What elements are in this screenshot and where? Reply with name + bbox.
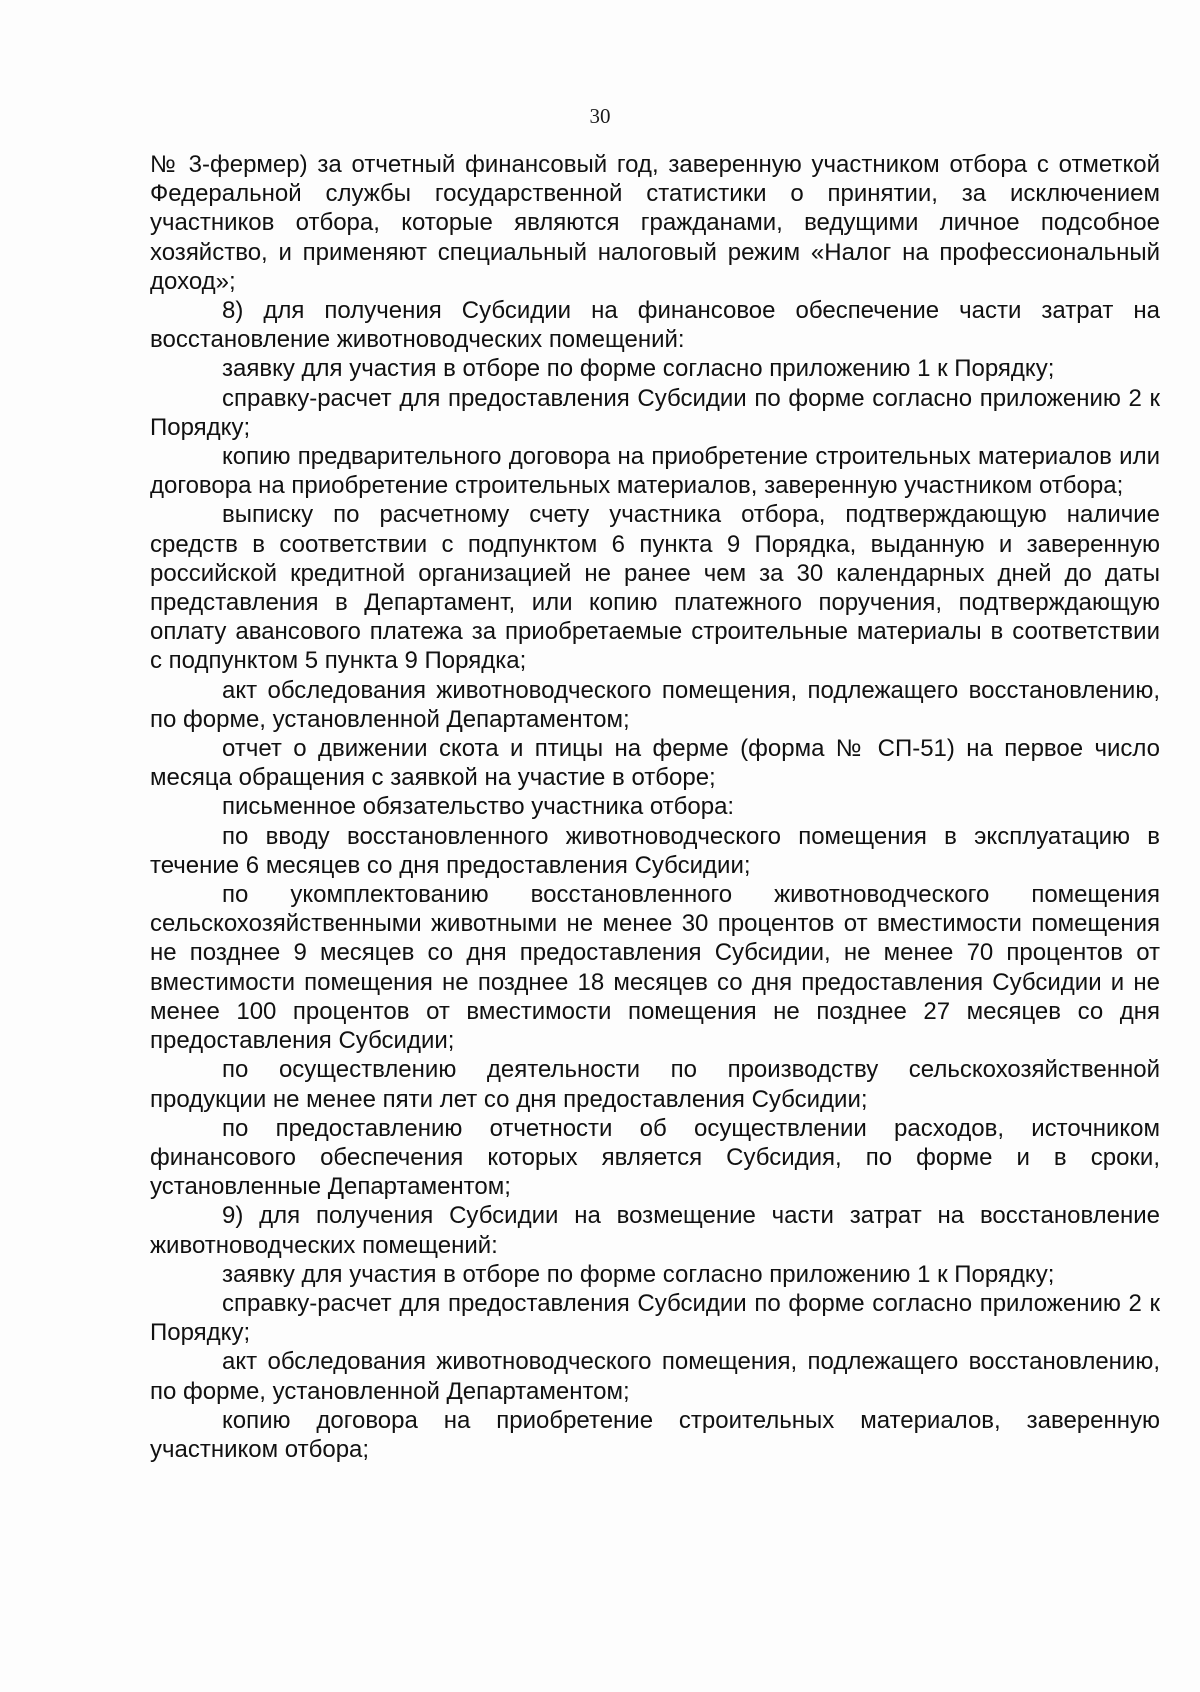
paragraph-calculation-2: справку-расчет для предоставления Субсидии по форме согласно приложению 2 к Порядку; [150,1289,1160,1347]
paragraph-inspection-act: акт обследования животноводческого помещения, подлежащего восстановлению, по форме, установленной Департаментом; [150,676,1160,733]
paragraph-application: заявку для участия в отборе по форме согласно приложению 1 к Порядку; [222,355,1055,383]
paragraph-obligation-stocking: по укомплектованию восстановленного животноводческого помещения сельскохозяйственными животными не менее 30 процентов от вместимости помещения не позднее 9 месяцев со дня предоставления Субсидии, не менее 70 процентов от вместимости помещения не позднее 18 месяцев со дня предоставления Субсидии и не менее 100 процентов от вместимости помещения не позднее 27 месяцев со дня предоставления Субсидии; [150,881,1160,1055]
paragraph-preliminary-contract: копию предварительного договора на приобретение строительных материалов или договора на приобретение строительных материалов, заверенную участником отбора; [150,443,1160,500]
paragraph-contract-copy: копию договора на приобретение строительных материалов, заверенную участником отбора; [150,1406,1160,1463]
paragraph-obligation-production: по осуществлению деятельности по производству сельскохозяйственной продукции не менее пяти лет со дня предоставления Субсидии; [150,1056,1160,1113]
page-number: 30 [589,104,611,128]
paragraph-continuation: № 3-фермер) за отчетный финансовый год, заверенную участником отбора с отметкой Федеральной службы государственной статистики о принятии, за исключением участников отбора, которые являются гражданами, ведущими личное подсобное хозяйство, и применяют специальный налоговый режим «Налог на профессиональный доход»; [150,151,1160,295]
paragraph-obligation-reporting: по предоставлению отчетности об осуществлении расходов, источником финансового обеспечения которых является Субсидия, по форме и в сроки, установленные Департаментом; [150,1114,1160,1201]
paragraph-obligation-heading: письменное обязательство участника отбора: [222,793,735,821]
paragraph-obligation-commissioning: по вводу восстановленного животноводческого помещения в эксплуатацию в течение 6 месяцев со дня предоставления Субсидии; [150,822,1160,879]
paragraph-application-2: заявку для участия в отборе по форме согласно приложению 1 к Порядку; [222,1260,1055,1288]
paragraph-livestock-report: отчет о движении скота и птицы на ферме (форма № СП-51) на первое число месяца обращения с заявкой на участие в отборе; [150,735,1160,792]
paragraph-account-statement: выписку по расчетному счету участника отбора, подтверждающую наличие средств в соответствии с подпунктом 6 пункта 9 Порядка, выданную и заверенную российской кредитной организацией не ранее чем за 30 календарных дней до даты представления в Департамент, или копию платежного поручения, подтверждающую оплату авансового платежа за приобретаемые строительные материалы в соответствии с подпунктом 5 пункта 9 Порядка; [150,501,1160,675]
paragraph-calculation: справку-расчет для предоставления Субсидии по форме согласно приложению 2 к Порядку; [150,384,1160,441]
paragraph-item-8: 8) для получения Субсидии на финансовое обеспечение части затрат на восстановление животноводческих помещений: [150,297,1160,354]
paragraph-inspection-act-2: акт обследования животноводческого помещения, подлежащего восстановлению, по форме, установленной Департаментом; [150,1348,1160,1405]
document-body [150,150,1160,1464]
paragraph-item-9: 9) для получения Субсидии на возмещение части затрат на восстановление животноводческих помещений: [150,1202,1160,1259]
